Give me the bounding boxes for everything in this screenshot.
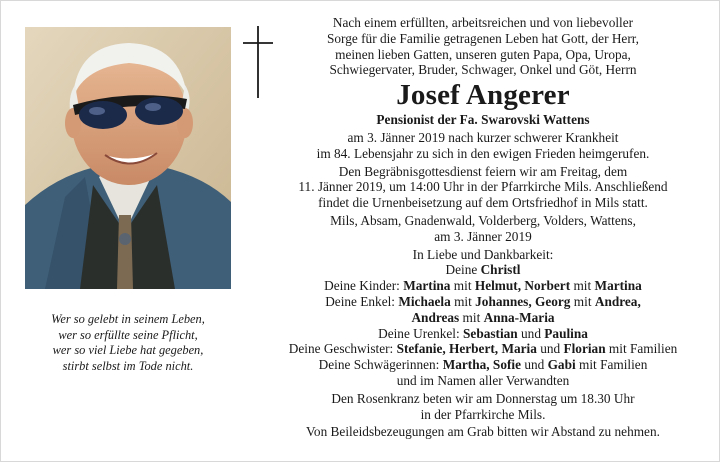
- funeral-line: 11. Jänner 2019, um 14:00 Uhr in der Pfarrkirche Mils. Anschließend: [298, 179, 668, 195]
- death-line: im 84. Lebensjahr zu sich in den ewigen Frieden heimgerufen.: [316, 145, 650, 161]
- intro-line: Nach einem erfüllten, arbeitsreichen und von liebevoller: [332, 15, 634, 30]
- memorial-quote: [22, 312, 234, 374]
- date-line: am 3. Jänner 2019: [434, 228, 532, 244]
- mourner-great-grandchildren: Deine Urenkel: Sebastian und Paulina: [378, 325, 588, 341]
- occupation: Pensionist der Fa. Swarovski Wattens: [376, 112, 590, 128]
- portrait-photo: [25, 27, 231, 289]
- rosary-line: Den Rosenkranz beten wir am Donnerstag um 18.30 Uhr: [331, 390, 635, 406]
- place-line: Mils, Absam, Gnadenwald, Volderberg, Volders, Wattens,: [330, 212, 636, 228]
- mourner-sisters-in-law: Deine Schwägerinnen: Martha, Sofie und Gabi mit Familien: [318, 357, 648, 373]
- mourner-children: Deine Kinder: Martina mit Helmut, Norbert mit Martina: [324, 278, 642, 294]
- quote-line: wer so viel Liebe hat gegeben,: [52, 343, 204, 357]
- mourner-grandchildren-cont: Andreas mit Anna-Maria: [411, 309, 555, 325]
- funeral-line: findet die Urnenbeisetzung auf dem Ortsfriedhof in Mils statt.: [318, 195, 648, 211]
- portrait-image: [25, 27, 231, 289]
- quote-line: stirbt selbst im Tode nicht.: [62, 358, 194, 373]
- funeral-line: Den Begräbnisgottesdienst feiern wir am Freitag, dem: [338, 163, 628, 179]
- death-line: am 3. Jänner 2019 nach kurzer schwerer Krankheit: [347, 129, 619, 145]
- intro-line: Sorge für die Familie getragenen Leben hat Gott, der Herr,: [327, 30, 639, 46]
- mourner-siblings: Deine Geschwister: Stefanie, Herbert, Maria und Florian mit Familien: [288, 341, 678, 357]
- mourners-intro: In Liebe und Dankbarkeit:: [412, 246, 554, 262]
- intro-line: meinen lieben Gatten, unseren guten Papa, Opa, Uropa,: [335, 46, 631, 62]
- mourner-wife: Deine Christl: [445, 262, 521, 278]
- mourners-closing: und im Namen aller Verwandten: [396, 372, 570, 388]
- quote-line: wer so erfüllte seine Pflicht,: [58, 327, 198, 342]
- deceased-name: Josef Angerer: [396, 79, 570, 112]
- notice-text: [252, 15, 714, 440]
- condolence-line: Von Beileidsbezeugungen am Grab bitten wir Abstand zu nehmen.: [306, 424, 660, 440]
- quote-line: Wer so gelebt in seinem Leben,: [51, 312, 205, 326]
- intro-line: Schwiegervater, Bruder, Schwager, Onkel und Göt, Herrn: [329, 62, 637, 78]
- rosary-line: in der Pfarrkirche Mils.: [420, 406, 546, 422]
- mourner-grandchildren: Deine Enkel: Michaela mit Johannes, Georg mit Andrea,: [325, 293, 641, 309]
